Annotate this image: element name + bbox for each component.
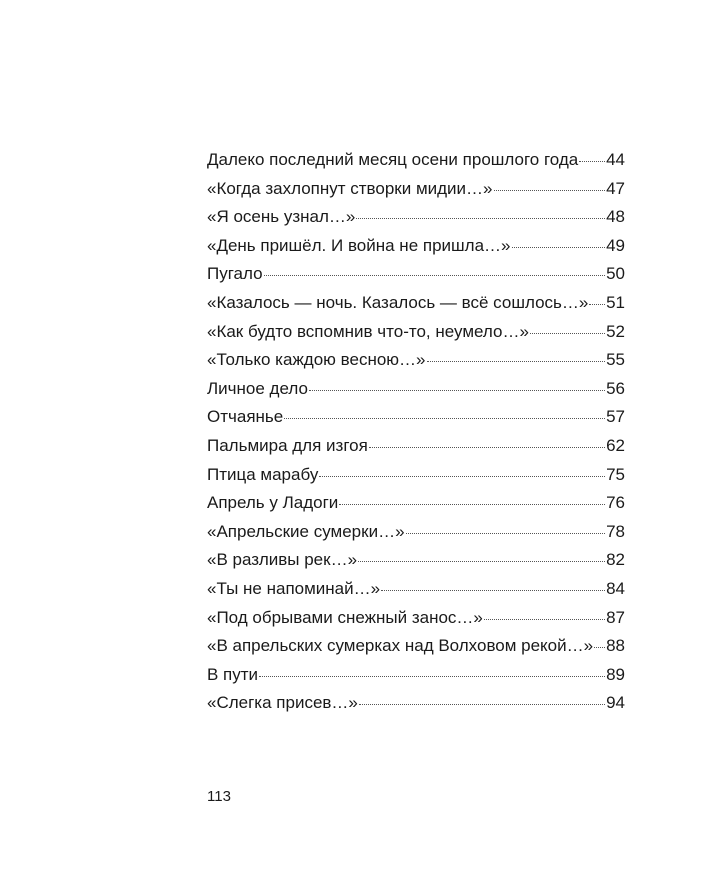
dot-leader <box>359 704 605 705</box>
dot-leader <box>264 275 606 276</box>
toc-entry-page: 62 <box>606 435 625 455</box>
toc-entry-title: «Апрельские сумерки…» <box>207 521 405 541</box>
toc-entry[interactable] <box>207 232 625 261</box>
toc-entry[interactable] <box>207 403 625 432</box>
toc-entry[interactable] <box>207 575 625 604</box>
toc-entry-title: Далеко последний месяц осени прошлого года <box>207 150 579 169</box>
dot-leader <box>484 619 605 620</box>
toc-entry-page: 55 <box>606 350 625 370</box>
toc-entry-title: Личное дело <box>207 378 308 398</box>
toc-entry-title: Пугало <box>207 264 263 284</box>
toc-entry-page: 56 <box>606 378 625 398</box>
toc-entry-title: Апрель у Ладоги <box>207 493 339 513</box>
toc-entry[interactable] <box>207 318 625 347</box>
toc-entry[interactable] <box>207 632 625 661</box>
toc-entry-page: 50 <box>606 264 625 284</box>
toc-entry[interactable] <box>207 518 625 547</box>
toc-entry[interactable] <box>207 203 625 232</box>
dot-leader <box>339 504 605 505</box>
toc-entry-title: «Я осень узнал…» <box>207 207 356 227</box>
toc-entry-page: 75 <box>606 464 625 484</box>
toc-entry-page: 82 <box>606 550 625 570</box>
toc-entry[interactable] <box>207 175 625 204</box>
toc-entry-page: 48 <box>606 207 625 227</box>
toc-entry[interactable] <box>207 146 625 175</box>
toc-entry-page: 76 <box>606 493 625 513</box>
dot-leader <box>309 390 605 391</box>
toc-entry[interactable] <box>207 604 625 633</box>
toc-entry-page: 87 <box>606 607 625 627</box>
toc-entry-title: «Когда захлопнут створки мидии…» <box>207 178 493 198</box>
dot-leader <box>427 361 606 362</box>
toc-entry[interactable] <box>207 489 625 518</box>
toc-entry-title: «Как будто вспомнив что-то, неумело…» <box>207 321 529 341</box>
toc-entry-page: 84 <box>606 578 625 598</box>
dot-leader <box>512 247 606 248</box>
table-of-contents <box>207 146 625 718</box>
toc-entry-title: «В разливы рек…» <box>207 550 358 570</box>
toc-entry-page: 88 <box>606 636 625 656</box>
toc-entry-title: Птица марабу <box>207 464 319 484</box>
toc-entry[interactable] <box>207 461 625 490</box>
toc-entry-title: «День пришёл. И война не пришла…» <box>207 235 511 255</box>
dot-leader <box>369 447 605 448</box>
toc-entry[interactable] <box>207 289 625 318</box>
toc-entry-title: В пути <box>207 664 259 684</box>
toc-entry-title: «Ты не напоминай…» <box>207 578 381 598</box>
dot-leader <box>356 218 605 219</box>
toc-entry[interactable] <box>207 346 625 375</box>
dot-leader <box>494 190 606 191</box>
toc-entry-title: Пальмира для изгоя <box>207 435 368 455</box>
toc-entry-page: 57 <box>606 407 625 427</box>
dot-leader <box>358 561 605 562</box>
toc-entry-page: 47 <box>606 178 625 198</box>
toc-entry-title: Отчаянье <box>207 407 284 427</box>
toc-entry-title: «Под обрывами снежный занос…» <box>207 607 483 627</box>
toc-entry-page: 49 <box>606 235 625 255</box>
dot-leader <box>530 333 605 334</box>
toc-entry-page: 89 <box>606 664 625 684</box>
toc-entry[interactable] <box>207 375 625 404</box>
toc-entry-page: 51 <box>606 292 625 312</box>
toc-entry[interactable] <box>207 661 625 690</box>
page-number: 113 <box>207 788 231 805</box>
toc-entry-page: 44 <box>606 150 625 169</box>
toc-entry-title: «Слегка присев…» <box>207 693 358 713</box>
toc-entry[interactable] <box>207 689 625 718</box>
toc-entry-page: 94 <box>606 693 625 713</box>
dot-leader <box>594 647 605 648</box>
toc-entry-title: «Казалось — ночь. Казалось — всё сошлось…» <box>207 292 589 312</box>
toc-entry-title: «В апрельских сумерках над Волховом рекой…» <box>207 636 594 656</box>
toc-entry-title: «Только каждою весною…» <box>207 350 426 370</box>
dot-leader <box>589 304 605 305</box>
dot-leader <box>319 476 605 477</box>
dot-leader <box>381 590 605 591</box>
toc-entry-page: 52 <box>606 321 625 341</box>
toc-entry-page: 78 <box>606 521 625 541</box>
dot-leader <box>406 533 606 534</box>
dot-leader <box>259 676 605 677</box>
toc-entry[interactable] <box>207 260 625 289</box>
dot-leader <box>284 418 605 419</box>
dot-leader <box>579 161 605 162</box>
toc-entry[interactable] <box>207 432 625 461</box>
toc-entry[interactable] <box>207 546 625 575</box>
